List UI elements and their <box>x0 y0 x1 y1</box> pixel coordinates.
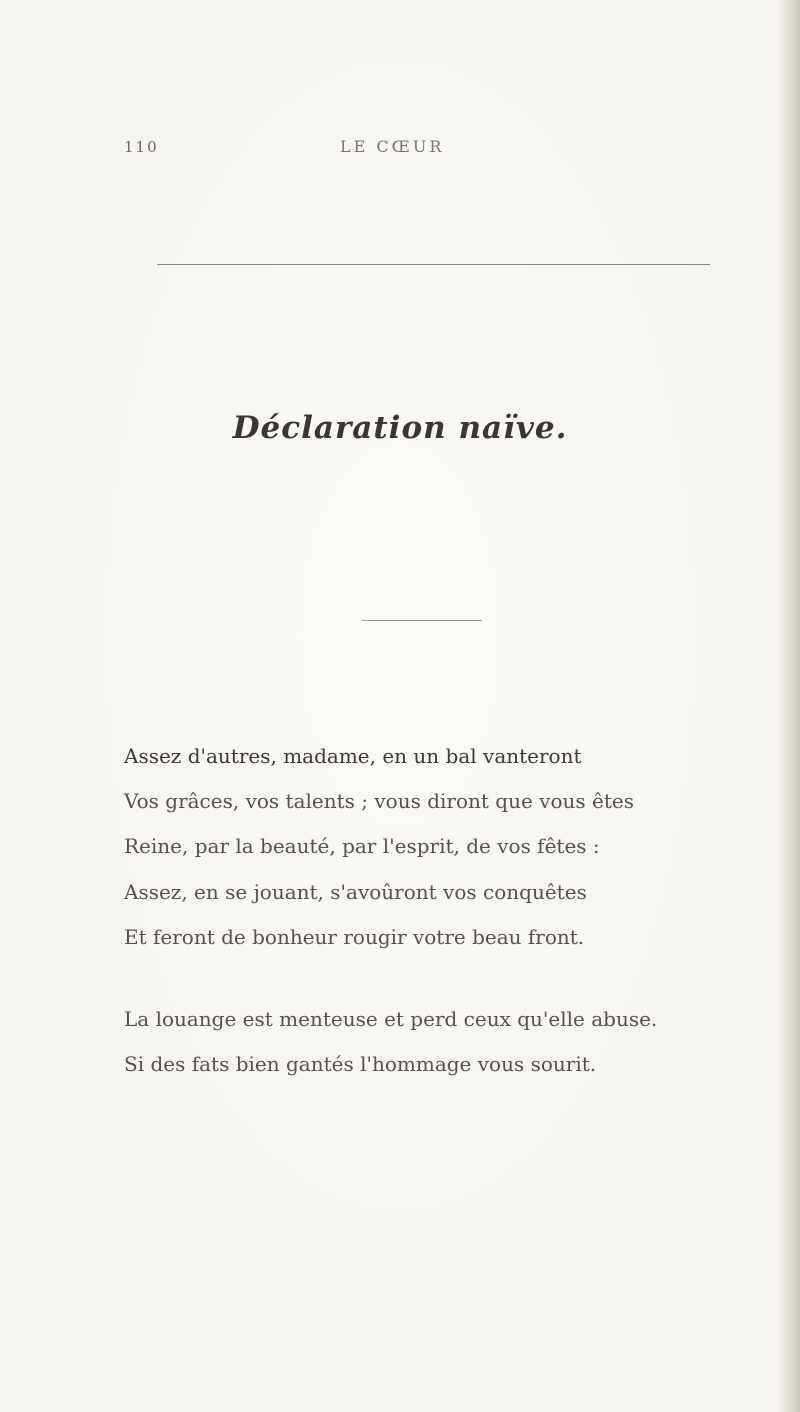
poem-title: Déclaration naïve. <box>232 410 568 446</box>
verse-line: Assez, en se jouant, s'avoûront vos conquêtes <box>124 880 587 904</box>
verse-line: Assez d'autres, madame, en un bal vanteront <box>124 744 582 768</box>
verse-line: La louange est menteuse et perd ceux qu'elle abuse. <box>124 1007 658 1031</box>
verse-line: Vos grâces, vos talents ; vous diront que vous êtes <box>124 789 634 813</box>
title-separator-rule <box>362 620 482 621</box>
page-number: 110 <box>124 138 159 156</box>
verse-line: Et feront de bonheur rougir votre beau front. <box>124 925 585 949</box>
verse-line: Reine, par la beauté, par l'esprit, de vos fêtes : <box>124 834 600 858</box>
running-title: LE CŒUR <box>340 137 445 156</box>
header-rule <box>157 264 710 265</box>
binding-edge-shadow <box>778 0 800 1412</box>
verse-line: Si des fats bien gantés l'hommage vous sourit. <box>124 1052 597 1076</box>
